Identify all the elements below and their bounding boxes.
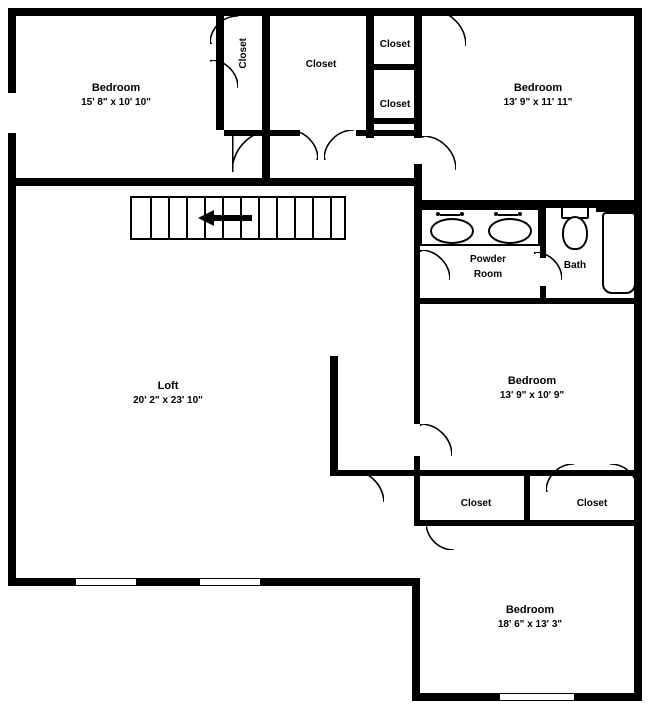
wall-closet-s-divider — [524, 476, 530, 526]
stair-direction-arrow — [196, 200, 256, 236]
wall-bedroom-nw-bottom — [8, 178, 270, 186]
faucet-knob-left-a — [436, 212, 440, 216]
faucet-right — [498, 214, 518, 216]
wall-bedroom-e-left — [414, 304, 420, 424]
powder-room-line-2: Room — [473, 268, 503, 280]
sink-basin-right — [488, 218, 532, 244]
room-name: Bedroom — [513, 82, 563, 94]
vanity-counter — [420, 208, 540, 246]
room-dims: 15' 8" x 10' 10" — [81, 96, 151, 108]
window-bottom-loft-1 — [76, 578, 136, 586]
wall-loft-top-right — [266, 178, 422, 186]
window-bottom-loft-2 — [200, 578, 260, 586]
wall-exterior-top — [8, 8, 642, 16]
room-label-bath — [552, 260, 598, 273]
closet-label-n-lower: Closet — [379, 99, 411, 110]
door-loft-hall — [348, 470, 384, 504]
wall-bath-divider — [540, 208, 546, 258]
room-dims: 13' 9" x 11' 11" — [503, 96, 573, 108]
door-closet-nw-top — [210, 16, 238, 44]
room-dims: 18' 6" x 13' 3" — [497, 618, 563, 630]
window-bottom-se — [500, 693, 574, 701]
window-left-upper — [8, 92, 16, 134]
door-closet-center-left — [288, 130, 318, 160]
wall-closet-s-right-bottom — [530, 520, 642, 526]
room-label-bedroom-se — [450, 604, 610, 631]
door-bedroom-nw — [232, 130, 274, 172]
room-label-bedroom-nw — [42, 82, 190, 109]
door-bedroom-ne — [422, 136, 456, 170]
toilet — [556, 206, 590, 252]
closet-label-center: Closet — [305, 59, 337, 70]
wall-exterior-right-lower — [634, 496, 642, 701]
wall-bedroom-ne-left — [414, 8, 422, 138]
room-label-bedroom-e — [454, 375, 610, 402]
room-label-powder-room — [442, 254, 534, 281]
down-arrow-icon — [198, 208, 254, 228]
faucet-knob-right-a — [494, 212, 498, 216]
door-closet-s-left — [426, 522, 454, 550]
room-label-bedroom-ne — [464, 82, 612, 109]
wall-exterior-right-upper — [634, 8, 642, 208]
door-closet-ne — [430, 10, 466, 46]
door-closet-s-right-a — [546, 464, 574, 492]
wall-hall-left — [330, 356, 338, 476]
room-name: Bedroom — [91, 82, 141, 94]
wall-loft-se-divider — [412, 578, 420, 701]
faucet-left — [440, 214, 460, 216]
closet-label-nw: Closet — [238, 38, 249, 69]
wall-bath-bottom — [414, 298, 642, 304]
room-name: Bedroom — [507, 375, 557, 387]
toilet-bowl — [562, 216, 588, 250]
door-closet-center-right — [324, 130, 354, 160]
closet-label-s-right: Closet — [576, 498, 608, 509]
door-closet-s-right-b — [610, 464, 638, 492]
wall-bath-top-accent — [596, 200, 642, 212]
room-label-loft — [88, 380, 248, 407]
bathtub — [602, 212, 636, 294]
closet-label-n-upper: Closet — [379, 39, 411, 50]
wall-exterior-left-lower — [8, 182, 16, 586]
door-closet-nw-bottom — [210, 60, 238, 88]
powder-room-line-1: Powder — [469, 254, 507, 265]
wall-closet-s-left-edge — [414, 476, 420, 526]
room-name: Loft — [157, 380, 179, 392]
sink-basin-left — [430, 218, 474, 244]
faucet-knob-left-b — [460, 212, 464, 216]
room-dims: 13' 9" x 10' 9" — [499, 389, 565, 401]
door-bedroom-e — [420, 424, 452, 456]
wall-hall-bottom-3 — [356, 130, 422, 136]
faucet-knob-right-b — [518, 212, 522, 216]
room-dims: 20' 2" x 23' 10" — [133, 394, 203, 406]
bath-name: Bath — [563, 260, 587, 271]
closet-label-s-left: Closet — [460, 498, 492, 509]
room-name: Bedroom — [505, 604, 555, 616]
